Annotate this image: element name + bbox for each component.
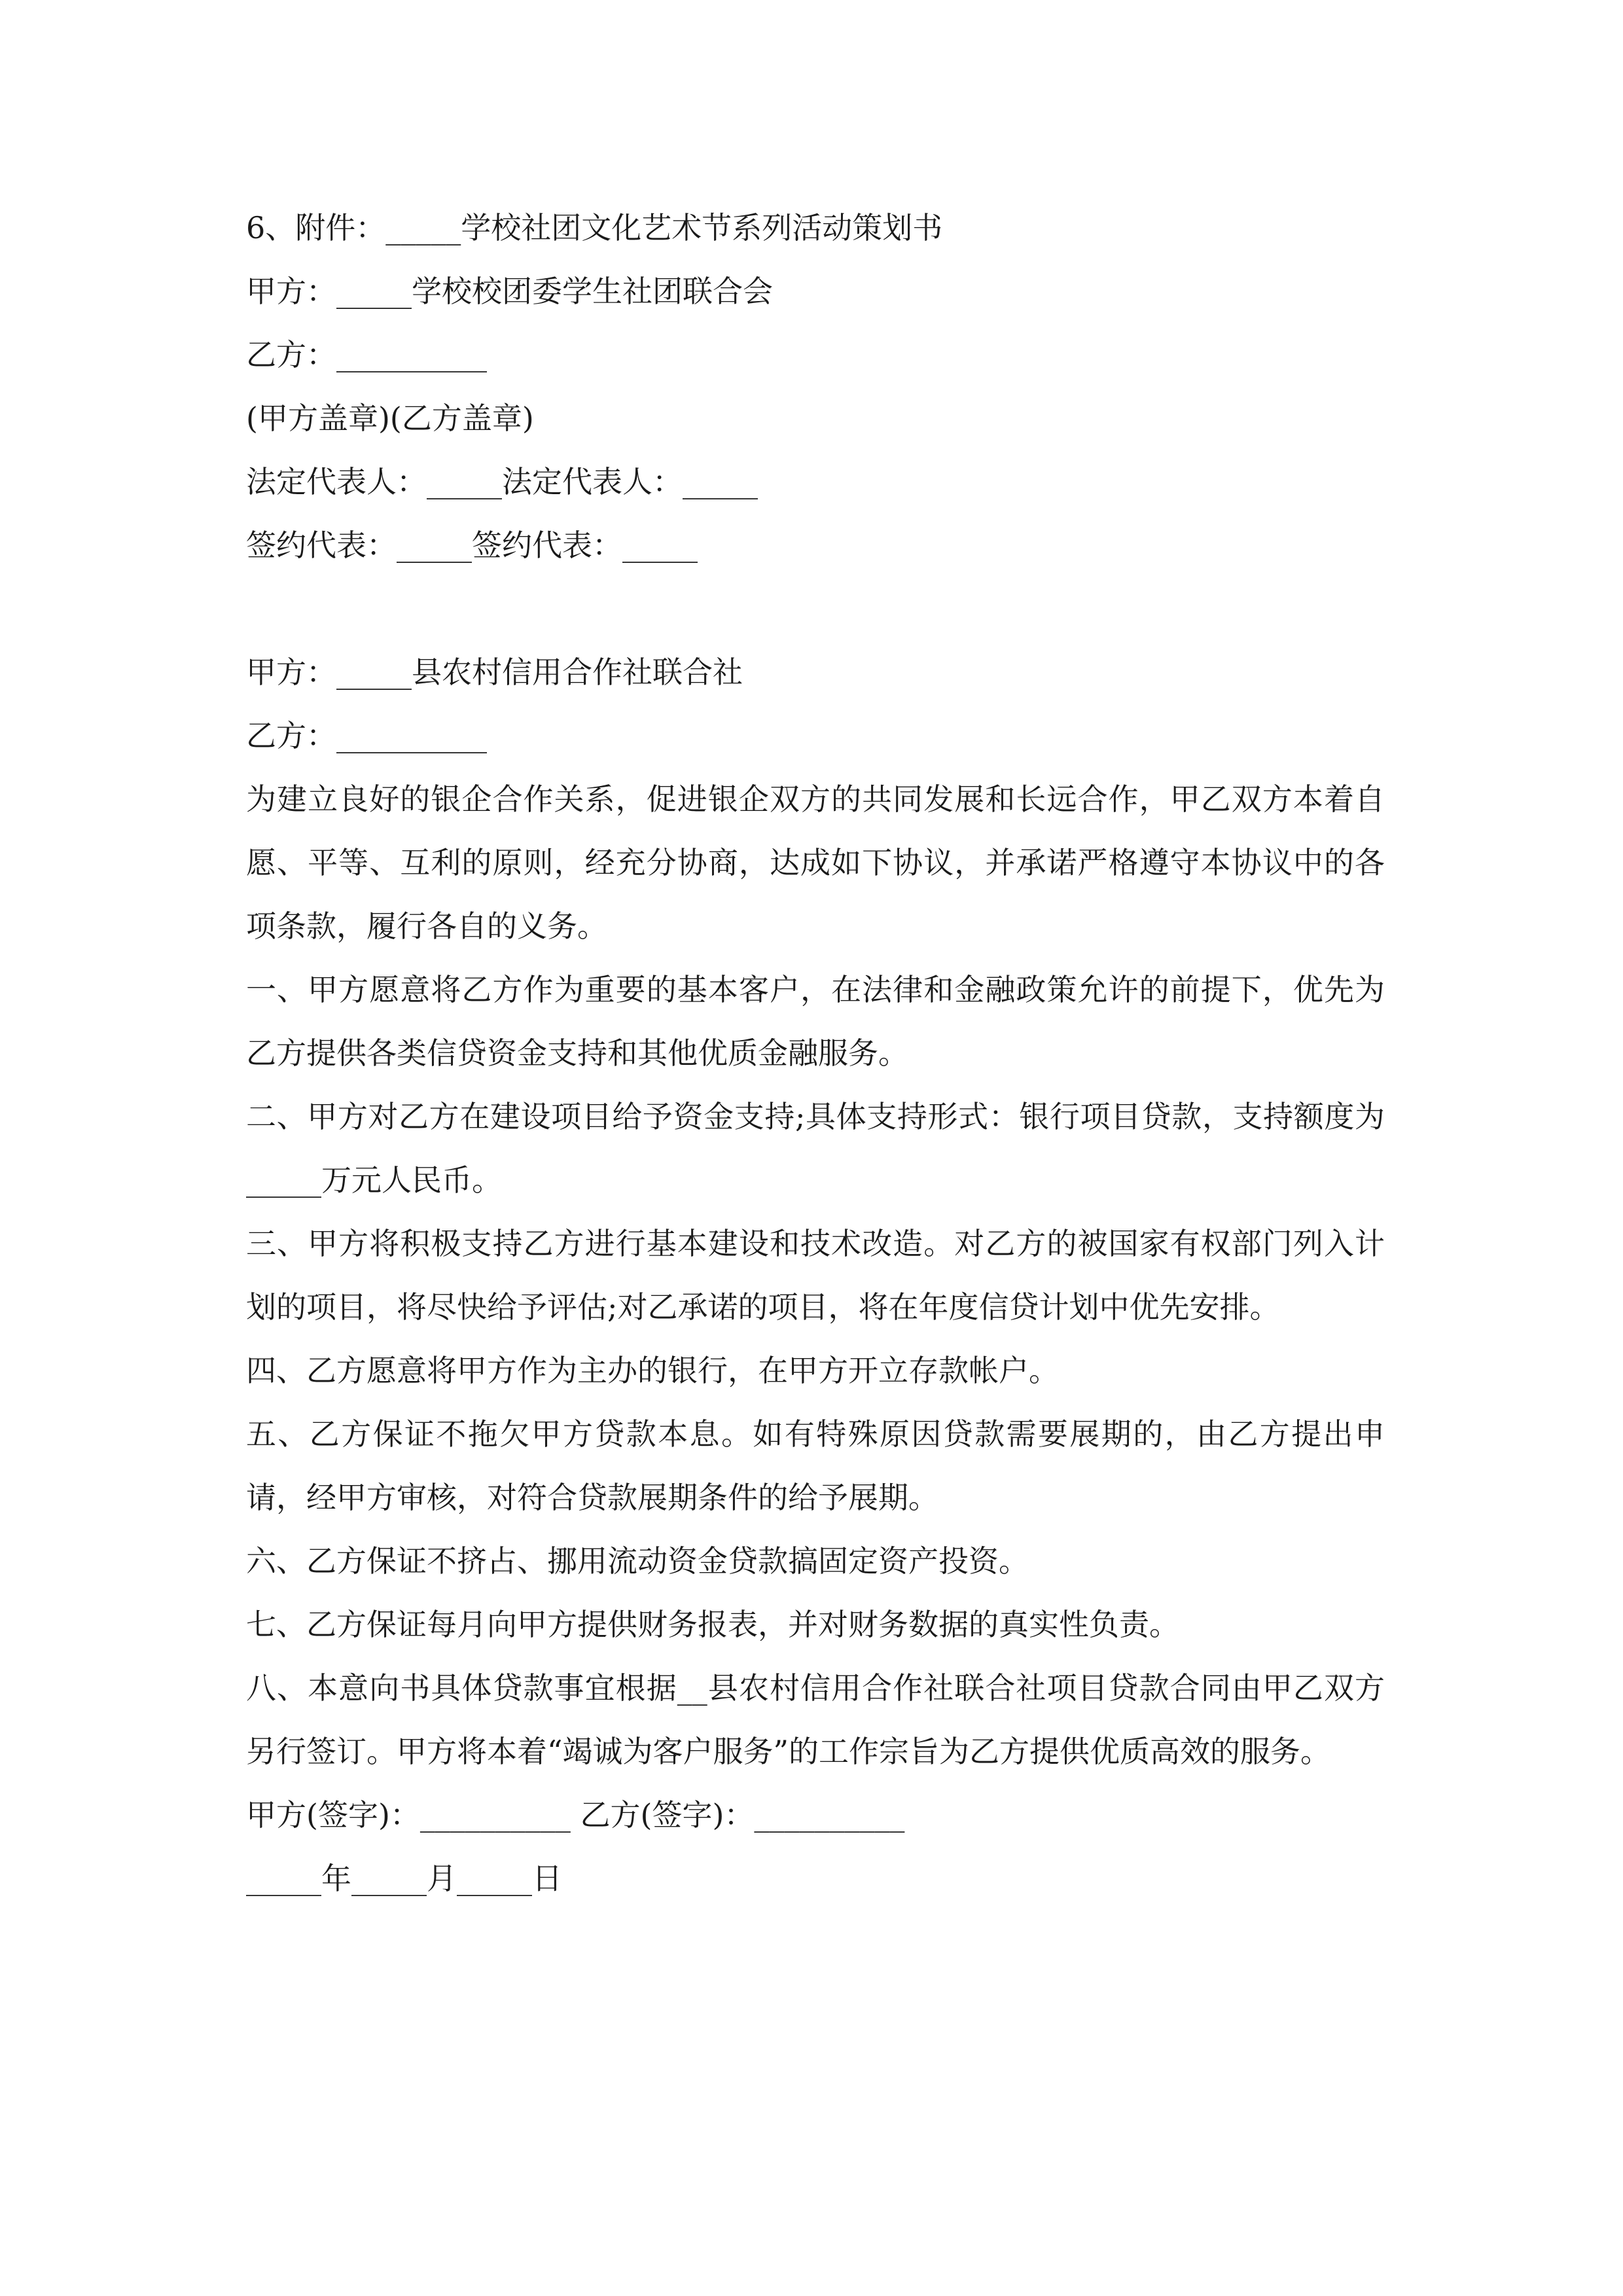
signature-line: 甲方(签字)：__________ 乙方(签字)：__________ — [246, 1797, 905, 1833]
attachment-line: 6、附件：_____学校社团文化艺术节系列活动策划书 — [246, 210, 943, 245]
legal-rep-line: 法定代表人：_____法定代表人：_____ — [246, 464, 758, 499]
clause-4: 四、乙方愿意将甲方作为主办的银行，在甲方开立存款帐户。 — [246, 1353, 1059, 1388]
seals-line: (甲方盖章)(乙方盖章) — [246, 401, 534, 436]
party-b-line: 乙方：__________ — [246, 337, 487, 372]
party-b-line-2: 乙方：__________ — [246, 718, 487, 753]
party-a-line: 甲方：_____学校校团委学生社团联合会 — [246, 274, 773, 309]
clause-3: 三、甲方将积极支持乙方进行基本建设和技术改造。对乙方的被国家有权部门列入计划的项目，将尽快给予评估;对乙承诺的项目，将在年度信贷计划中优先安排。 — [246, 1226, 1385, 1325]
clause-6: 六、乙方保证不挤占、挪用流动资金贷款搞固定资产投资。 — [246, 1543, 1029, 1579]
document-page — [246, 196, 1385, 1910]
signing-rep-line: 签约代表：_____签约代表：_____ — [246, 528, 698, 563]
clause-7: 七、乙方保证每月向甲方提供财务报表，并对财务数据的真实性负责。 — [246, 1607, 1179, 1642]
party-a-line-2: 甲方：_____县农村信用合作社联合社 — [246, 655, 743, 690]
clause-5: 五、乙方保证不拖欠甲方贷款本息。如有特殊原因贷款需要展期的，由乙方提出申请，经甲方审核，对符合贷款展期条件的给予展期。 — [246, 1416, 1385, 1515]
clause-1: 一、甲方愿意将乙方作为重要的基本客户，在法律和金融政策允许的前提下，优先为乙方提供各类信贷资金支持和其他优质金融服务。 — [246, 972, 1385, 1071]
section-gap — [246, 577, 1385, 641]
intro-paragraph: 为建立良好的银企合作关系，促进银企双方的共同发展和长远合作，甲乙双方本着自愿、平等、互利的原则，经充分协商，达成如下协议，并承诺严格遵守本协议中的各项条款，履行各自的义务。 — [246, 781, 1385, 944]
date-line: _____年_____月_____日 — [246, 1861, 562, 1896]
clause-2: 二、甲方对乙方在建设项目给予资金支持;具体支持形式：银行项目贷款，支持额度为_____万元人民币。 — [246, 1099, 1385, 1198]
clause-8: 八、本意向书具体贷款事宜根据__县农村信用合作社联合社项目贷款合同由甲乙双方另行签订。甲方将本着“竭诚为客户服务”的工作宗旨为乙方提供优质高效的服务。 — [246, 1670, 1385, 1769]
